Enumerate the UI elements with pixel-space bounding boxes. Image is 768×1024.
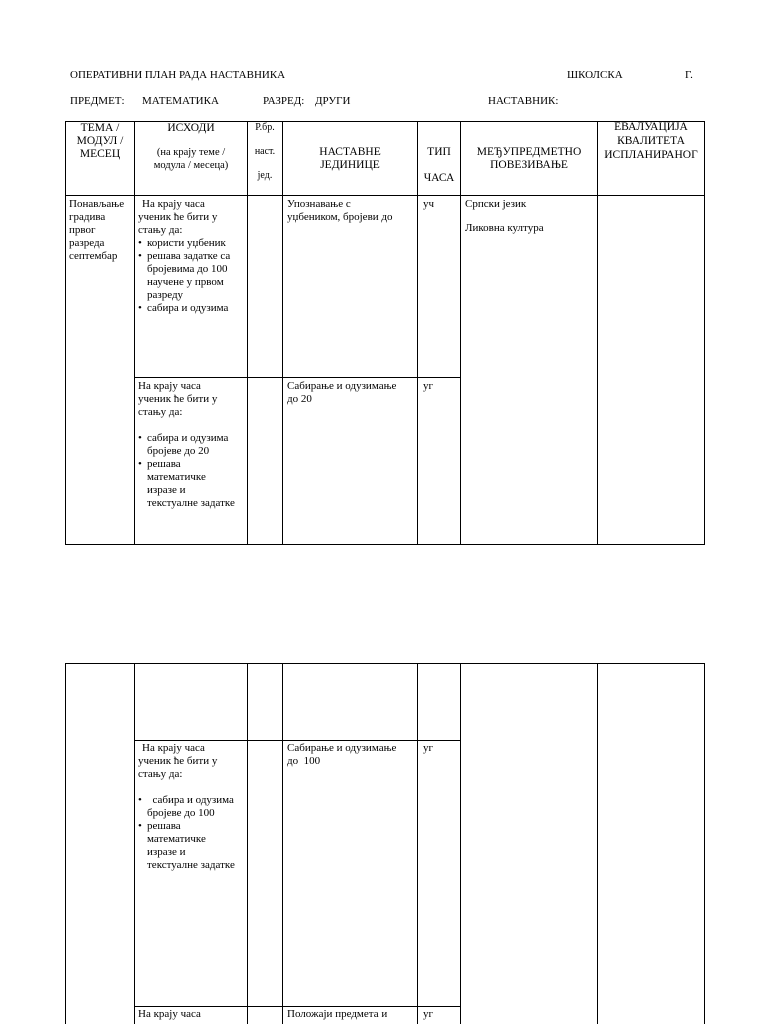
col-header-tip: ТИП ЧАСА [423, 146, 455, 184]
outcome-item: • решава задатке са бројевима до 100 научене у првом разреду [147, 250, 246, 302]
ishodi-cell: На крају часа ученик ће бити у стању да: • сабира и одузима бројеве до 20 • решава математичке изразе и текстуалне задатке [138, 380, 246, 510]
teacher-label: НАСТАВНИК: [488, 95, 559, 107]
col-header-ishodi: ИСХОДИ (на крају теме / модула / месеца) [153, 122, 229, 171]
tema-cell: Понављање градива првог разреда септембар [69, 198, 125, 262]
outcome-item: • сабира и одузима бројеве до 20 [147, 432, 246, 458]
jedinica-cell: Сабирање и одузимање до 20 [287, 380, 397, 405]
outcome-item: • сабира и одузима [147, 302, 246, 315]
tip-cell: уч [423, 198, 435, 210]
col-header-tema: ТЕМА / МОДУЛ / МЕСЕЦ [76, 122, 124, 160]
tip-cell: уг [423, 742, 434, 754]
jedinica-cell: Упознавање с уџбеником, бројеви до [287, 198, 393, 223]
school-year-label: ШКОЛСКА [567, 69, 623, 81]
tip-cell: уг [423, 380, 434, 392]
subject-value: МАТЕМАТИКА [142, 95, 219, 107]
col-header-rbr: Р.бр. наст. јед. [254, 122, 276, 181]
year-suffix: Г. [685, 69, 693, 81]
outcome-item: • сабира и одузима бројеве до 100 [147, 794, 246, 820]
outcome-item: • користи уџбеник [147, 237, 246, 250]
ishodi-cell: На крају часа ученик ће бити у стању да: • сабира и одузима бројеве до 100 • решава математичке изразе и текстуалне задатке [138, 742, 246, 872]
subject-label: ПРЕДМЕТ: [70, 95, 125, 107]
col-header-jedinice: НАСТАВНЕ ЈЕДИНИЦЕ [319, 146, 381, 171]
plan-title: ОПЕРАТИВНИ ПЛАН РАДА НАСТАВНИКА [70, 69, 286, 81]
jedinica-cell: Положаји предмета и [287, 1008, 388, 1020]
ishodi-cell: На крају часа ученик ће бити у стању да: • користи уџбеник • решава задатке са бројевима до 100 научене у првом разреду • сабира и одузима [138, 198, 246, 315]
tip-cell: уг [423, 1008, 434, 1020]
col-header-evaluacija: ЕВАЛУАЦИЈА КВАЛИТЕТА ИСПЛАНИРАНОГ [604, 121, 698, 161]
grade-label: РАЗРЕД: [263, 95, 305, 107]
jedinica-cell: Сабирање и одузимање до 100 [287, 742, 397, 767]
col-header-povezivanje: МЕЂУПРЕДМЕТНО ПОВЕЗИВАЊЕ [476, 146, 582, 171]
outcome-item: • решава математичке изразе и текстуалне задатке [147, 820, 246, 872]
outcome-item: • решава математичке изразе и текстуалне задатке [147, 458, 246, 510]
grade-value: ДРУГИ [315, 95, 351, 107]
ishodi-cell: На крају часа [138, 1008, 201, 1020]
povezivanje-cell: Српски језик Ликовна култура [465, 198, 544, 234]
